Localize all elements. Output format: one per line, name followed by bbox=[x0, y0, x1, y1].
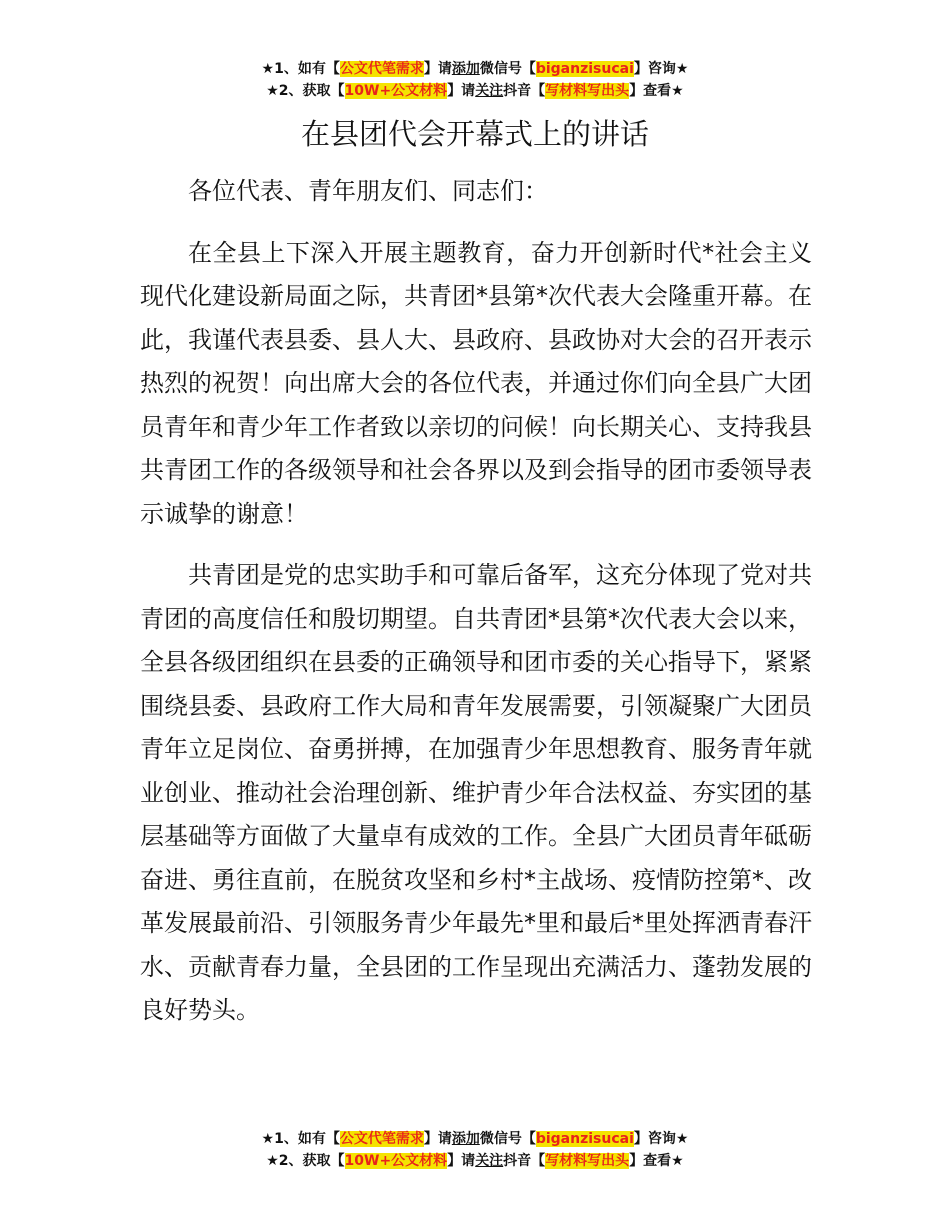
salutation: 各位代表、青年朋友们、同志们： bbox=[188, 177, 548, 205]
ad-text: 微信号【 bbox=[479, 1131, 536, 1147]
ad-text: 】咨询★ bbox=[633, 61, 689, 77]
footer-ad-line-2 bbox=[0, 1150, 950, 1172]
header-ad-line-1 bbox=[0, 58, 950, 80]
ad-text: 】请 bbox=[447, 1153, 476, 1169]
ad-highlight-douyin-id: 写材料写出头 bbox=[545, 1153, 630, 1169]
ad-text: 】请 bbox=[447, 83, 476, 99]
ad-underlined-text: 添加 bbox=[451, 1131, 480, 1147]
ad-text: ★2、获取【 bbox=[266, 83, 345, 99]
ad-underlined-text: 添加 bbox=[451, 61, 480, 77]
header-ad-line-2 bbox=[0, 80, 950, 102]
ad-highlight: 10W+公文材料 bbox=[344, 1153, 448, 1169]
ad-highlight: 10W+公文材料 bbox=[344, 83, 448, 99]
ad-highlight-douyin-id: 写材料写出头 bbox=[545, 83, 630, 99]
ad-text: 微信号【 bbox=[479, 61, 536, 77]
ad-highlight-wechat-id: biganzisucai bbox=[535, 61, 634, 77]
ad-text: ★1、如有【 bbox=[261, 1131, 340, 1147]
ad-text: 】查看★ bbox=[629, 1153, 684, 1169]
ad-underlined-text: 关注 bbox=[475, 83, 504, 99]
ad-text: 】请 bbox=[423, 1131, 452, 1147]
document-body bbox=[140, 170, 812, 1033]
ad-underlined-text: 关注 bbox=[475, 1153, 504, 1169]
ad-text: 】查看★ bbox=[629, 83, 684, 99]
ad-text: 抖音【 bbox=[503, 1153, 546, 1169]
header-ad-banner bbox=[0, 58, 950, 102]
paragraph: 在全县上下深入开展主题教育，奋力开创新时代*社会主义现代化建设新局面之际，共青团*县第*次代表大会隆重开幕。在此，我谨代表县委、县人大、县政府、县政协对大会的召开表示热烈的祝贺！向出席大会的各位代表，并通过你们向全县广大团员青年和青少年工作者致以亲切的问候！向长期关心、支持我县共青团工作的各级领导和社会各界以及到会指导的团市委领导表示诚挚的谢意！ bbox=[140, 238, 812, 528]
ad-highlight-wechat-id: biganzisucai bbox=[535, 1131, 634, 1147]
ad-text: 抖音【 bbox=[503, 83, 546, 99]
ad-text: ★1、如有【 bbox=[261, 61, 340, 77]
ad-text: 】请 bbox=[423, 61, 452, 77]
paragraph: 共青团是党的忠实助手和可靠后备军，这充分体现了党对共青团的高度信任和殷切期望。自共青团*县第*次代表大会以来，全县各级团组织在县委的正确领导和团市委的关心指导下，紧紧围绕县委、县政府工作大局和青年发展需要，引领凝聚广大团员青年立足岗位、奋勇拼搏，在加强青少年思想教育、服务青年就业创业、推动社会治理创新、维护青少年合法权益、夯实团的基层基础等方面做了大量卓有成效的工作。全县广大团员青年砥砺奋进、勇往直前，在脱贫攻坚和乡村*主战场、疫情防控第*、改革发展最前沿、引领服务青少年最先*里和最后*里处挥洒青春汗水、贡献青春力量，全县团的工作呈现出充满活力、蓬勃发展的良好势头。 bbox=[140, 561, 812, 1024]
ad-highlight: 公文代笔需求 bbox=[339, 1131, 424, 1147]
footer-ad-banner bbox=[0, 1128, 950, 1172]
footer-ad-line-1 bbox=[0, 1128, 950, 1150]
ad-text: 】咨询★ bbox=[633, 1131, 689, 1147]
ad-text: ★2、获取【 bbox=[266, 1153, 345, 1169]
document-title: 在县团代会开幕式上的讲话 bbox=[300, 117, 649, 151]
ad-highlight: 公文代笔需求 bbox=[339, 61, 424, 77]
